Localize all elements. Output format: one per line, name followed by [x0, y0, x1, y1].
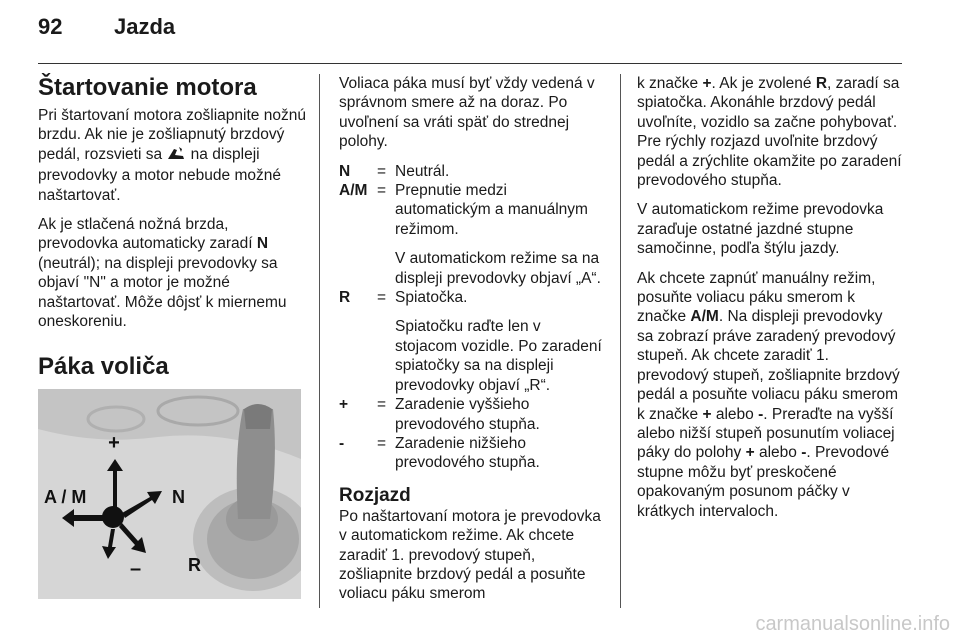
definition-value — [395, 434, 605, 473]
definition-key: + — [339, 396, 349, 414]
definition-row — [339, 395, 605, 434]
definition-row — [339, 288, 605, 395]
paragraph-continue: k značke +. Ak je zvolené R, zaradí sa spiatočka. Akonáhle brzdový pedál uvoľníte, vozidlo sa začne pohybovať. Pre rýchly rozjazd uvoľnite brzdový pedál a zrýchlite okamžite po zaradení prevodového stupňa. — [637, 75, 902, 190]
definition-value — [395, 395, 605, 434]
definition-equals: = — [377, 434, 387, 452]
heading-selector-lever: Páka voliča — [38, 353, 169, 381]
definition-key: - — [339, 434, 345, 452]
figure-label-am: A / M — [44, 487, 87, 508]
column-1 — [38, 74, 306, 599]
paragraph-start-1: Pri štartovaní motora zošliapnite nožnú brzdu. Ak nie je zošliapnutý brzdový pedál, rozsvieti sa na displeji prevodovky a motor nebude možné naštartovať. — [38, 107, 306, 204]
definition-row — [339, 162, 605, 181]
definition-equals: = — [377, 182, 387, 200]
definition-value — [395, 181, 605, 288]
definition-line: Neutrál. — [395, 162, 450, 180]
definition-value — [395, 162, 605, 181]
page-number: 92 — [38, 14, 63, 39]
section-title: Jazda — [114, 14, 176, 39]
paragraph-driving-off: Po naštartovaní motora je prevodovka v automatickom režime. Ak chcete zaradiť 1. prevodový stupeň, zošliapnite brzdový pedál a posuňte voliacu páku smerom — [339, 507, 601, 603]
figure-label-n: N — [172, 487, 185, 508]
definition-line: Spiatočku raďte len v stojacom vozidle. Po zaradení spiatočky sa na displeji prevodovky objaví „R“. — [395, 318, 602, 394]
figure-label-r: R — [188, 555, 201, 576]
definition-line: Zaradenie vyššieho prevodového stupňa. — [395, 396, 540, 433]
column-2 — [339, 74, 605, 614]
paragraph-manual-mode: Ak chcete zapnúť manuálny režim, posuňte voliacu páku smerom k značke A/M. Na displeji prevodovky sa zobrazí práve zaradený prevodový stupeň. Ak chcete zaradiť 1. prevodový stupeň, zošliapnite brzdový pedál a posuňte voliacu páku smerom k značke + alebo -. Preraďte na vyšší alebo nižší stupeň posunutím voliacej páky do polohy + alebo -. Prevodové stupne môžu byť preskočené opakovaným posunom páčky v krátkych intervaloch. — [637, 269, 900, 520]
foot-brake-icon — [166, 146, 186, 166]
figure-label-plus: + — [108, 432, 120, 455]
watermark: carmanualsonline.info — [755, 613, 950, 635]
definition-line: V automatickom režime sa na displeji prevodovky objaví „A“. — [395, 250, 601, 287]
paragraph-lever-guide: Voliaca páka musí byť vždy vedená v správnom smere až na doraz. Po uvoľnení sa vráti späť do strednej polohy. — [339, 75, 595, 151]
definition-value — [395, 288, 605, 395]
header-rule — [38, 63, 902, 64]
paragraph-start-2: Ak je stlačená nožná brzda, prevodovka automaticky zaradí N (neutrál); na displeji prevodovky sa objaví "N" a motor je možné naštartovať. Môže dôjsť k miernemu oneskoreniu. — [38, 216, 287, 331]
definitions-list — [339, 162, 605, 473]
definition-row — [339, 181, 605, 288]
paragraph-auto-mode: V automatickom režime prevodovka zaraďuje ostatné jazdné stupne samočinne, podľa štýlu jazdy. — [637, 201, 884, 258]
heading-starting-engine: Štartovanie motora — [38, 74, 257, 101]
selector-lever-figure — [38, 389, 301, 599]
definition-line: Spiatočka. — [395, 289, 468, 307]
definition-equals: = — [377, 396, 387, 414]
definition-key: A/M — [339, 182, 368, 200]
definition-key: R — [339, 289, 351, 307]
definition-equals: = — [377, 289, 387, 307]
definition-equals: = — [377, 162, 387, 180]
definition-line: Prepnutie medzi automatickým a manuálnym režimom. — [395, 182, 588, 238]
heading-driving-off: Rozjazd — [339, 484, 411, 506]
definition-key: N — [339, 162, 351, 180]
figure-label-minus: – — [130, 558, 142, 581]
definition-line: Zaradenie nižšieho prevodového stupňa. — [395, 434, 540, 472]
column-divider-2 — [620, 74, 621, 608]
column-divider-1 — [319, 74, 320, 608]
definition-row — [339, 434, 605, 473]
column-3 — [637, 74, 903, 531]
